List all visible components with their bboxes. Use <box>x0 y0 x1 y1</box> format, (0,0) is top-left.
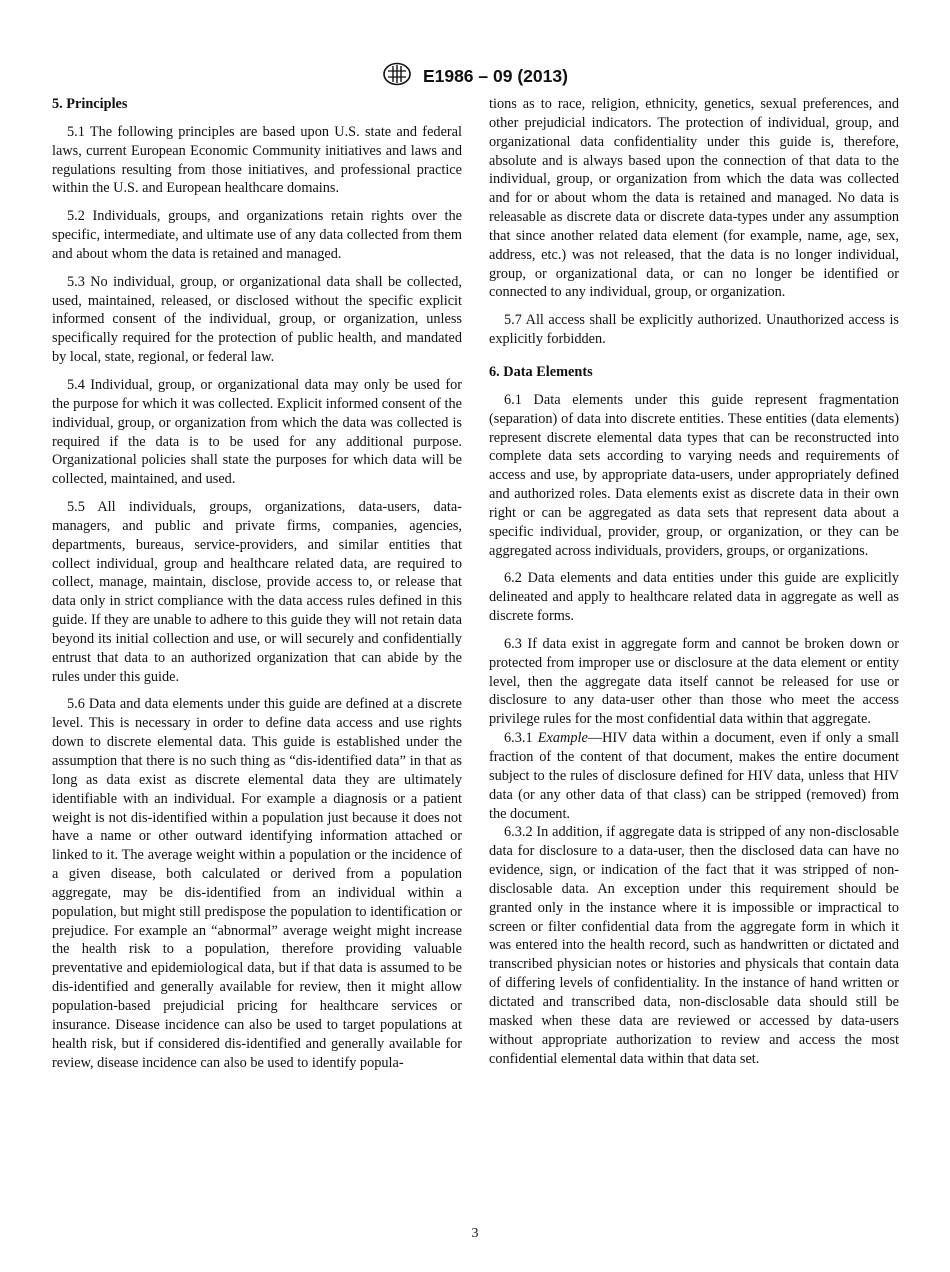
left-column <box>52 95 462 1072</box>
paragraph-6-2: 6.2 Data elements and data entities under this guide are explicitly delineated and apply to healthcare related data in aggregate as well as discrete forms. <box>489 570 899 625</box>
paragraph-6-3-1-text: —HIV data within a document, even if only a small fraction of the content of that document, makes the entire document subject to the rules of disclosure defined for HIV data, unless that HIV data (or any other data of that class) can be stripped (removed) from the document. <box>489 730 899 822</box>
paragraph-6-3-1 <box>489 729 899 823</box>
astm-logo-icon <box>382 62 412 91</box>
paragraph-6-3-1-number: 6.3.1 <box>504 730 538 747</box>
paragraph-5-4: 5.4 Individual, group, or organizational data may only be used for the purpose for which it was collected. Explicit informed consent of the individual, group, or organization from which the data was collected is required if the data is to be used for any additional purpose. Organizational policies shall state the purposes for which data will be collected, maintained, and used. <box>52 376 462 488</box>
paragraph-6-3-1-label: Example <box>537 730 588 747</box>
page-header <box>0 62 950 86</box>
paragraph-6-3: 6.3 If data exist in aggregate form and cannot be broken down or protected from improper use or disclosure at the data element or entity level, then the aggregate data itself cannot be released for use or disclosure to any data-user other than those who meet the access privilege rules for the most confidential data within that aggregate. <box>489 635 899 728</box>
paragraph-5-2: 5.2 Individuals, groups, and organizations retain rights over the specific, intermediate, and ultimate use of any data collected from them and about whom the data is retained and managed. <box>52 208 462 262</box>
paragraph-5-3: 5.3 No individual, group, or organizational data shall be collected, used, maintained, released, or disclosed without the specific explicit informed consent of the individual, group, or organization, unless specifically required for the protection of public health, and mandated by local, state, regional, or federal law. <box>52 273 462 366</box>
paragraph-5-1: 5.1 The following principles are based upon U.S. state and federal laws, current European Economic Community initiatives and laws and regulations resulting from those initiatives, and professional practice within the U.S. and European healthcare domains. <box>52 123 462 197</box>
paragraph-5-6-continued: tions as to race, religion, ethnicity, genetics, sexual preferences, and other prejudicial indicators. The protection of individual, group, and organizational data confidentiality under this guide is, therefore, absolute and is always based upon the connection of that data to the individual, group, or organization from which the data was collected and for or about whom the data is retained and managed. No data is releasable as discrete data or discrete data-types under any assumption that since another related data element (for example, name, age, sex, address, etc.) was not released, that the data is no longer individual, group, or organizational data, or can no longer be identified or connected to any individual, group, or organization. <box>489 96 899 301</box>
right-column <box>489 95 899 1077</box>
paragraph-6-3-2: 6.3.2 In addition, if aggregate data is stripped of any non-disclosable data for disclosure to a data-user, then the disclosed data can have no evidence, sign, or indication of the fact that it was stripped of non-disclosable data. An exception under this requirement should be granted only in the instance where it is impossible or impractical to screen or filter confidential data from the aggregate form in which it was entered into the health record, such as handwritten or dictated and transcribed physician notes or histories and physicals that contain data of differing levels of confidentiality. In the instance of hand written or dictated and transcribed data, non-disclosable data should still be masked when these data are reviewed or accessed by data-users without appropriate authorization to review and access the most confidential elemental data within that data set. <box>489 824 899 1067</box>
paragraph-5-7: 5.7 All access shall be explicitly authorized. Unauthorized access is explicitly forbidden. <box>489 312 899 348</box>
section-5-heading: 5. Principles <box>52 96 128 112</box>
document-designation: E1986 – 09 (2013) <box>422 66 568 86</box>
paragraph-5-6: 5.6 Data and data elements under this guide are defined at a discrete level. This is necessary in order to define data access and use rights down to discrete elemental data. This guide is established under the assumption that there is no such thing as “dis-identified data” in that as long as data exist as discrete elemental data they are ultimately identifiable with an individual. For example a diagnosis or a patient weight is not dis-identified within a population just because it does not have a name or other outward identifying information attached or linked to it. The average weight within a population or the incidence of a given disease, both calculated or derived from a population aggregate, may be dis-identified from an individual within a population, but might still predispose the population to identification or prejudice. For example an “abnormal” average weight might increase the health risk to a population, therefore providing valuable preventative and epidemiological data, but if that data is assumed to be dis-identified and generally available for review, then it might allow population-based prejudicial pricing for healthcare services or insurance. Disease incidence can also be used to target populations at health risk, but if considered dis-identified and generally available for review, disease incidence can also be used to identify popula- <box>52 696 462 1071</box>
paragraph-6-1: 6.1 Data elements under this guide represent fragmentation (separation) of data into discrete entities. These entities (data elements) represent discrete elemental data types that can be reconstructed into complete data sets according to varying needs and requirements of access and use, by appropriate data-users, under appropriately defined and authorized roles. Data elements exist as discrete data in their own right or can be aggregated as data sets that represent data about a specific individual, provider, group, or organization, or they can be aggregated across individuals, providers, groups, or organizations. <box>489 391 899 559</box>
page-number: 3 <box>471 1226 479 1241</box>
section-6-heading: 6. Data Elements <box>489 363 593 380</box>
paragraph-5-5: 5.5 All individuals, groups, organizations, data-users, data-managers, and public and private firms, companies, agencies, departments, bureaus, service-providers, and similar entities that collect individual, group and healthcare related data, are required to collect, manage, maintain, disclose, provide access to, or release that data only in strict compliance with the data access rules defined in this guide. If they are unable to adhere to this guide they will not retain data beyond its initial collection and use, or will securely and confidentially entrust that data to an authorized organization that can abide by the rules under this guide. <box>52 499 462 685</box>
